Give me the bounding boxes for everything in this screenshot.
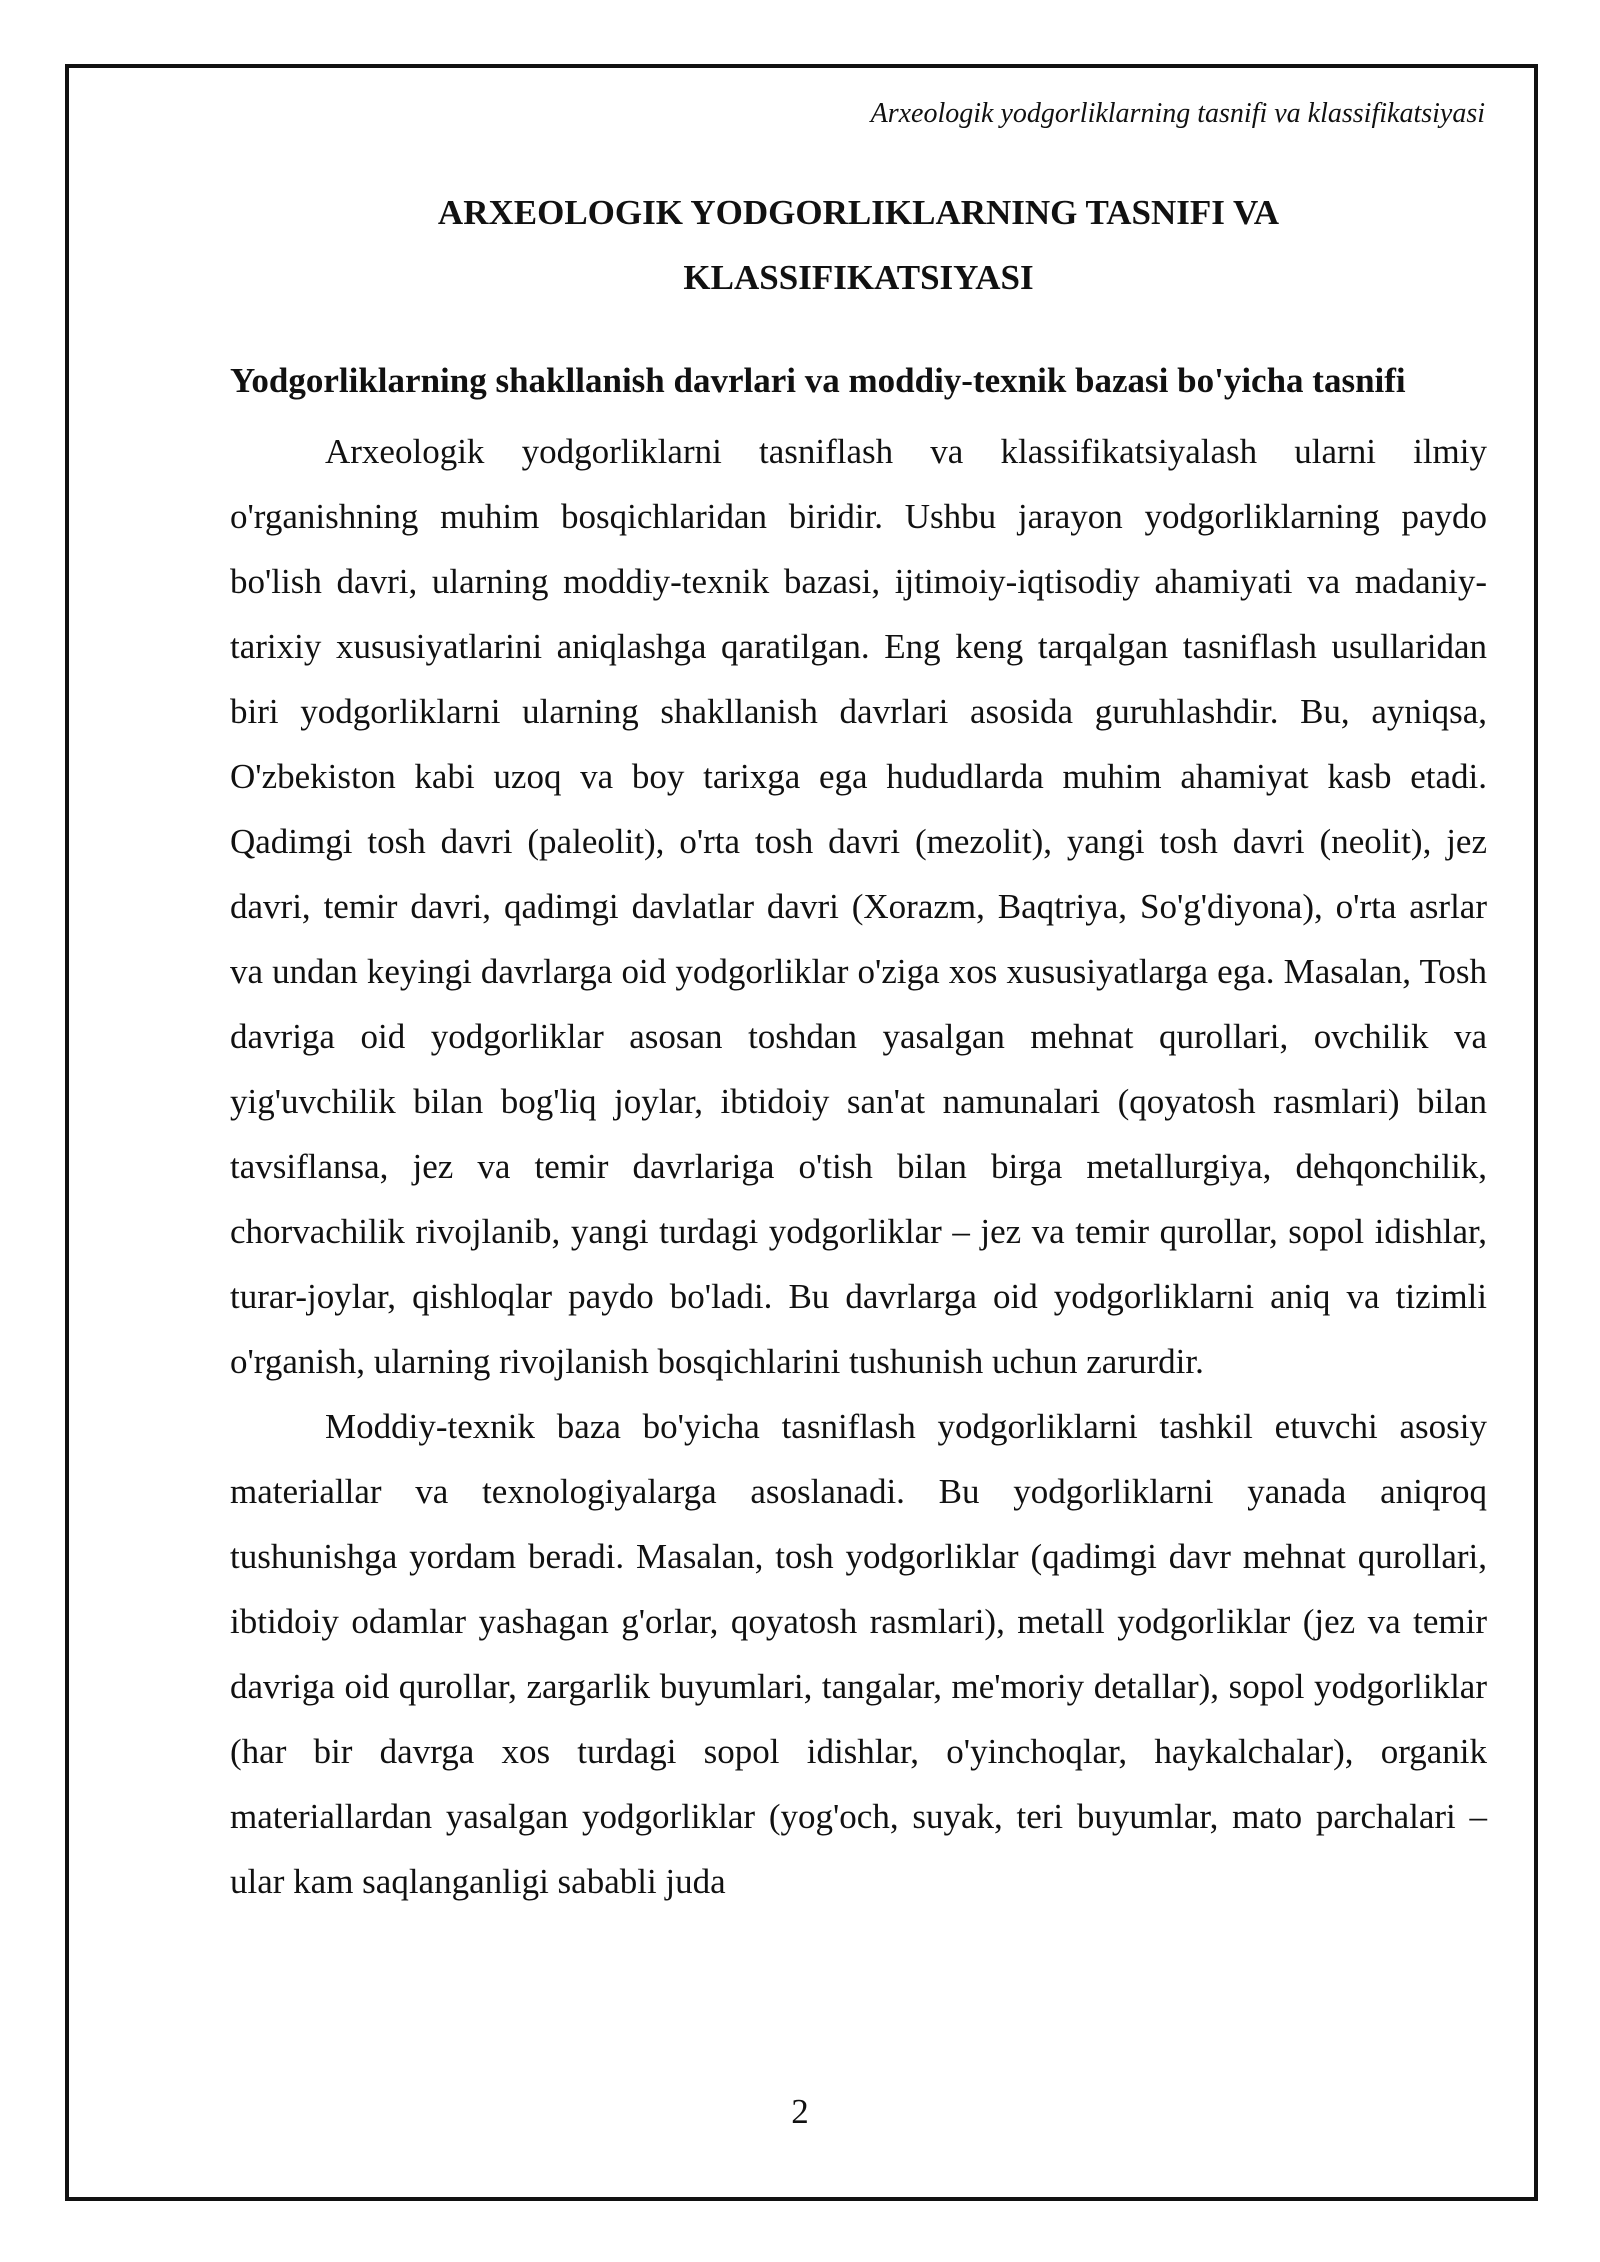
- section-heading: Yodgorliklarning shakllanish davrlari va moddiy-texnik bazasi bo'yicha tasnifi: [230, 361, 1406, 400]
- document-title-line-2: KLASSIFIKATSIYASI: [683, 258, 1034, 297]
- paragraph-2: Moddiy-texnik baza bo'yicha tasniflash yodgorliklarni tashkil etuvchi asosiy materiallar va texnologiyalarga asoslanadi. Bu yodgorliklarni yanada aniqroq tushunishga yordam beradi. Masalan, tosh yodgorliklar (qadimgi davr mehnat qurollari, ibtidoiy odamlar yashagan g'orlar, qoyatosh rasmlari), metall yodgorliklar (jez va temir davriga oid qurollar, zargarlik buyumlari, tangalar, me'moriy detallar), sopol yodgorliklar (har bir davrga xos turdagi sopol idishlar, o'yinchoqlar, haykalchalar), organik materiallardan yasalgan yodgorliklar (yog'och, suyak, teri buyumlar, mato parchalari – ular kam saqlanganligi sababli juda: [230, 1407, 1487, 1901]
- page-number: 2: [791, 2092, 809, 2131]
- document-title-line-1: ARXEOLOGIK YODGORLIKLARNING TASNIFI VA: [437, 193, 1280, 232]
- paragraph-1: Arxeologik yodgorliklarni tasniflash va klassifikatsiyalash ularni ilmiy o'rganishning muhim bosqichlaridan biridir. Ushbu jarayon yodgorliklarning paydo bo'lish davri, ularning moddiy-texnik bazasi, ijtimoiy-iqtisodiy ahamiyati va madaniy-tarixiy xususiyatlarini aniqlashga qaratilgan. Eng keng tarqalgan tasniflash usullaridan biri yodgorliklarni ularning shakllanish davrlari asosida guruhlashdir. Bu, ayniqsa, O'zbekiston kabi uzoq va boy tarixga ega hududlarda muhim ahamiyat kasb etadi. Qadimgi tosh davri (paleolit), o'rta tosh davri (mezolit), yangi tosh davri (neolit), jez davri, temir davri, qadimgi davlatlar davri (Xorazm, Baqtriya, So'g'diyona), o'rta asrlar va undan keyingi davrlarga oid yodgorliklar o'ziga xos xususiyatlarga ega. Masalan, Tosh davriga oid yodgorliklar asosan toshdan yasalgan mehnat qurollari, ovchilik va yig'uvchilik bilan bog'liq joylar, ibtidoiy san'at namunalari (qoyatosh rasmlari) bilan tavsiflansa, jez va temir davrlariga o'tish bilan birga metallurgiya, dehqonchilik, chorvachilik rivojlanib, yangi turdagi yodgorliklar – jez va temir qurollar, sopol idishlar, turar-joylar, qishloqlar paydo bo'ladi. Bu davrlarga oid yodgorliklarni aniq va tizimli o'rganish, ularning rivojlanish bosqichlarini tushunish uchun zarurdir.: [230, 432, 1487, 1381]
- document-body: [230, 180, 1487, 1914]
- running-header: Arxeologik yodgorliklarning tasnifi va klassifikatsiyasi: [870, 98, 1485, 129]
- document-title: [230, 180, 1487, 310]
